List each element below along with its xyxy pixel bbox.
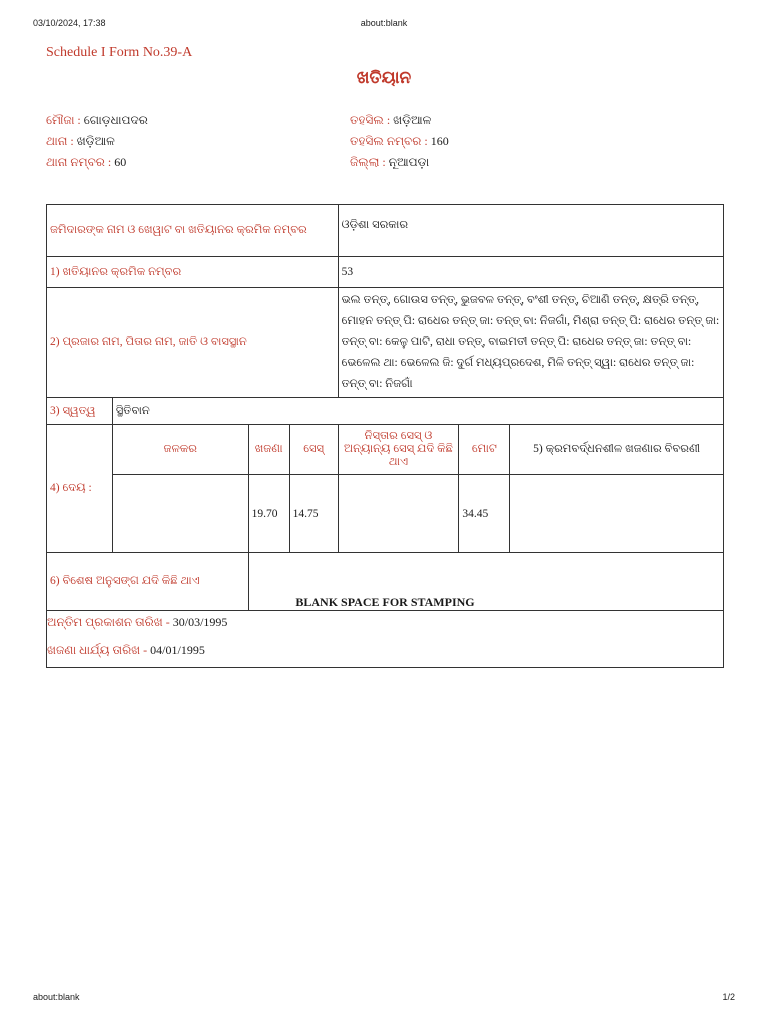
thana-row: [46, 131, 148, 152]
district-value: ନୂଆପଡ଼ା: [388, 155, 430, 169]
tahasil-row: [350, 110, 449, 131]
district-row: [350, 152, 449, 173]
val-5: [510, 475, 724, 553]
thana-number-value: 60: [114, 155, 127, 169]
khatiyan-number-label: 1) ଖତିୟାନର କ୍ରମିକ ନମ୍ବର: [47, 257, 339, 288]
khajana-date-label: ଖଜଣା ଧାର୍ଯ୍ୟ ତାରିଖ -: [47, 643, 148, 657]
swatwa-value: ସ୍ଥିତିବାନ: [112, 398, 723, 425]
tahasil-label: ତହସିଲ :: [350, 113, 391, 127]
mouza-label: ମୌଜା :: [46, 113, 81, 127]
col-jalkar: ଜଳକର: [112, 425, 248, 475]
val-mot: 34.45: [459, 475, 510, 553]
final-publication-row: [47, 615, 227, 630]
print-url: about:blank: [360, 18, 408, 28]
swatwa-row: [47, 398, 724, 425]
print-datetime: 03/10/2024, 17:38: [33, 18, 106, 28]
form-number: Schedule I Form No.39-A: [46, 45, 193, 60]
info-right-block: [350, 110, 449, 173]
val-jalkar: [112, 475, 248, 553]
khajana-date: 04/01/1995: [150, 643, 205, 657]
deya-values-row: [47, 475, 724, 553]
final-publication-date: 30/03/1995: [172, 615, 228, 629]
thana-number-label: ଥାନା ନମ୍ବର :: [46, 155, 112, 169]
col-nistar: ନିସ୍ତାର ସେସ୍ ଓ ଅନ୍ୟାନ୍ୟ ସେସ୍ ଯଦି କିଛି ଥାଏ: [338, 425, 459, 475]
val-ses: 14.75: [289, 475, 338, 553]
zamindar-value: ଓଡ଼ିଶା ସରକାର: [338, 205, 723, 257]
khatiyan-number-value: 53: [338, 257, 723, 288]
mouza-value: ଗୋଡ଼ଧାପଦର: [83, 113, 148, 127]
zamindar-row: [47, 205, 724, 257]
khajana-date-row: [47, 643, 205, 658]
col-5: 5) କ୍ରମବର୍ଦ୍ଧନଶୀଳ ଖଜଣାର ବିବରଣୀ: [510, 425, 724, 475]
tahasil-number-row: [350, 131, 449, 152]
final-publication-label: ଅନ୍ତିମ ପ୍ରକାଶନ ତାରିଖ -: [47, 615, 170, 629]
deya-label: 4) ଦେୟ :: [47, 425, 113, 553]
khatiyan-table: [46, 204, 724, 611]
col-mot: ମୋଟ: [459, 425, 510, 475]
praja-row: [47, 288, 724, 398]
swatwa-label: 3) ସ୍ୱତ୍ୱ: [47, 398, 113, 425]
bishesh-label: 6) ବିଶେଷ ଅନୁସଙ୍ଗ ଯଦି କିଛି ଥାଏ: [47, 553, 249, 611]
page-number: 1/2: [722, 992, 735, 1002]
deya-header-row: [47, 425, 724, 475]
tahasil-number-label: ତହସିଲ ନମ୍ବର :: [350, 134, 428, 148]
khatiyan-number-row: [47, 257, 724, 288]
col-khajana: ଖଜଣା: [248, 425, 289, 475]
mouza-row: [46, 110, 148, 131]
tahasil-value: ଖଡ଼ିଆଳ: [393, 113, 432, 127]
footer-url: about:blank: [33, 992, 80, 1002]
thana-value: ଖଡ଼ିଆଳ: [76, 134, 115, 148]
col-ses: ସେସ୍: [289, 425, 338, 475]
zamindar-label: ଜମିଦାରଙ୍କ ନାମ ଓ ଖେୱାଟ ବା ଖତିୟାନର କ୍ରମିକ ନମ୍ବର: [47, 205, 339, 257]
thana-label: ଥାନା :: [46, 134, 74, 148]
stamping-box: [46, 593, 724, 668]
thana-number-row: [46, 152, 148, 173]
stamping-title: BLANK SPACE FOR STAMPING: [295, 595, 475, 609]
praja-label: 2) ପ୍ରଜାର ନାମ, ପିତାର ନାମ, ଜାତି ଓ ବାସସ୍ଥାନ: [47, 288, 339, 398]
district-label: ଜିଲ୍ଲା :: [350, 155, 386, 169]
document-title: ଖତିୟାନ: [356, 68, 412, 87]
tahasil-number-value: 160: [430, 134, 449, 148]
val-nistar: [338, 475, 459, 553]
val-khajana: 19.70: [248, 475, 289, 553]
praja-value: ଭଲ ତନ୍ତ୍, ଗୋଉସ ତନ୍ତ୍, ଭୁଜବଳ ତନ୍ତ୍, ବଂଶୀ ତନ୍ତ୍, ଚିଆଣି ତନ୍ତ୍, କ୍ଷତ୍ରି ତନ୍ତ୍, ମୋହନ ତନ୍ତ୍ ପି: ରାଧେର ତନ୍ତ୍ ଜା: ତନ୍ତ୍ ବା: ନିଜଗାଁ, ମିଶ୍ରା ତନ୍ତ୍ ପି: ରାଧେର ତନ୍ତ୍ ଜା: ତନ୍ତ୍ ବା: କେଳୁ ପାଟି, ରାଧା ତନ୍ତ୍, ବାଇମତୀ ତନ୍ତ୍ ପି: ରାଧେର ତନ୍ତ୍ ଜା: ତନ୍ତ୍ ବା: ଭେଳେଲ ଥା: ଭେଳେଲ ଜି: ଦୁର୍ଗ ମଧ୍ୟପ୍ରଦେଶ, ମିଳି ତନ୍ତ୍ ସ୍ୱା: ରାଧେର ତନ୍ତ୍ ଜା: ତନ୍ତ୍ ବା: ନିଜଗାଁ: [338, 288, 723, 398]
info-left-block: [46, 110, 148, 173]
